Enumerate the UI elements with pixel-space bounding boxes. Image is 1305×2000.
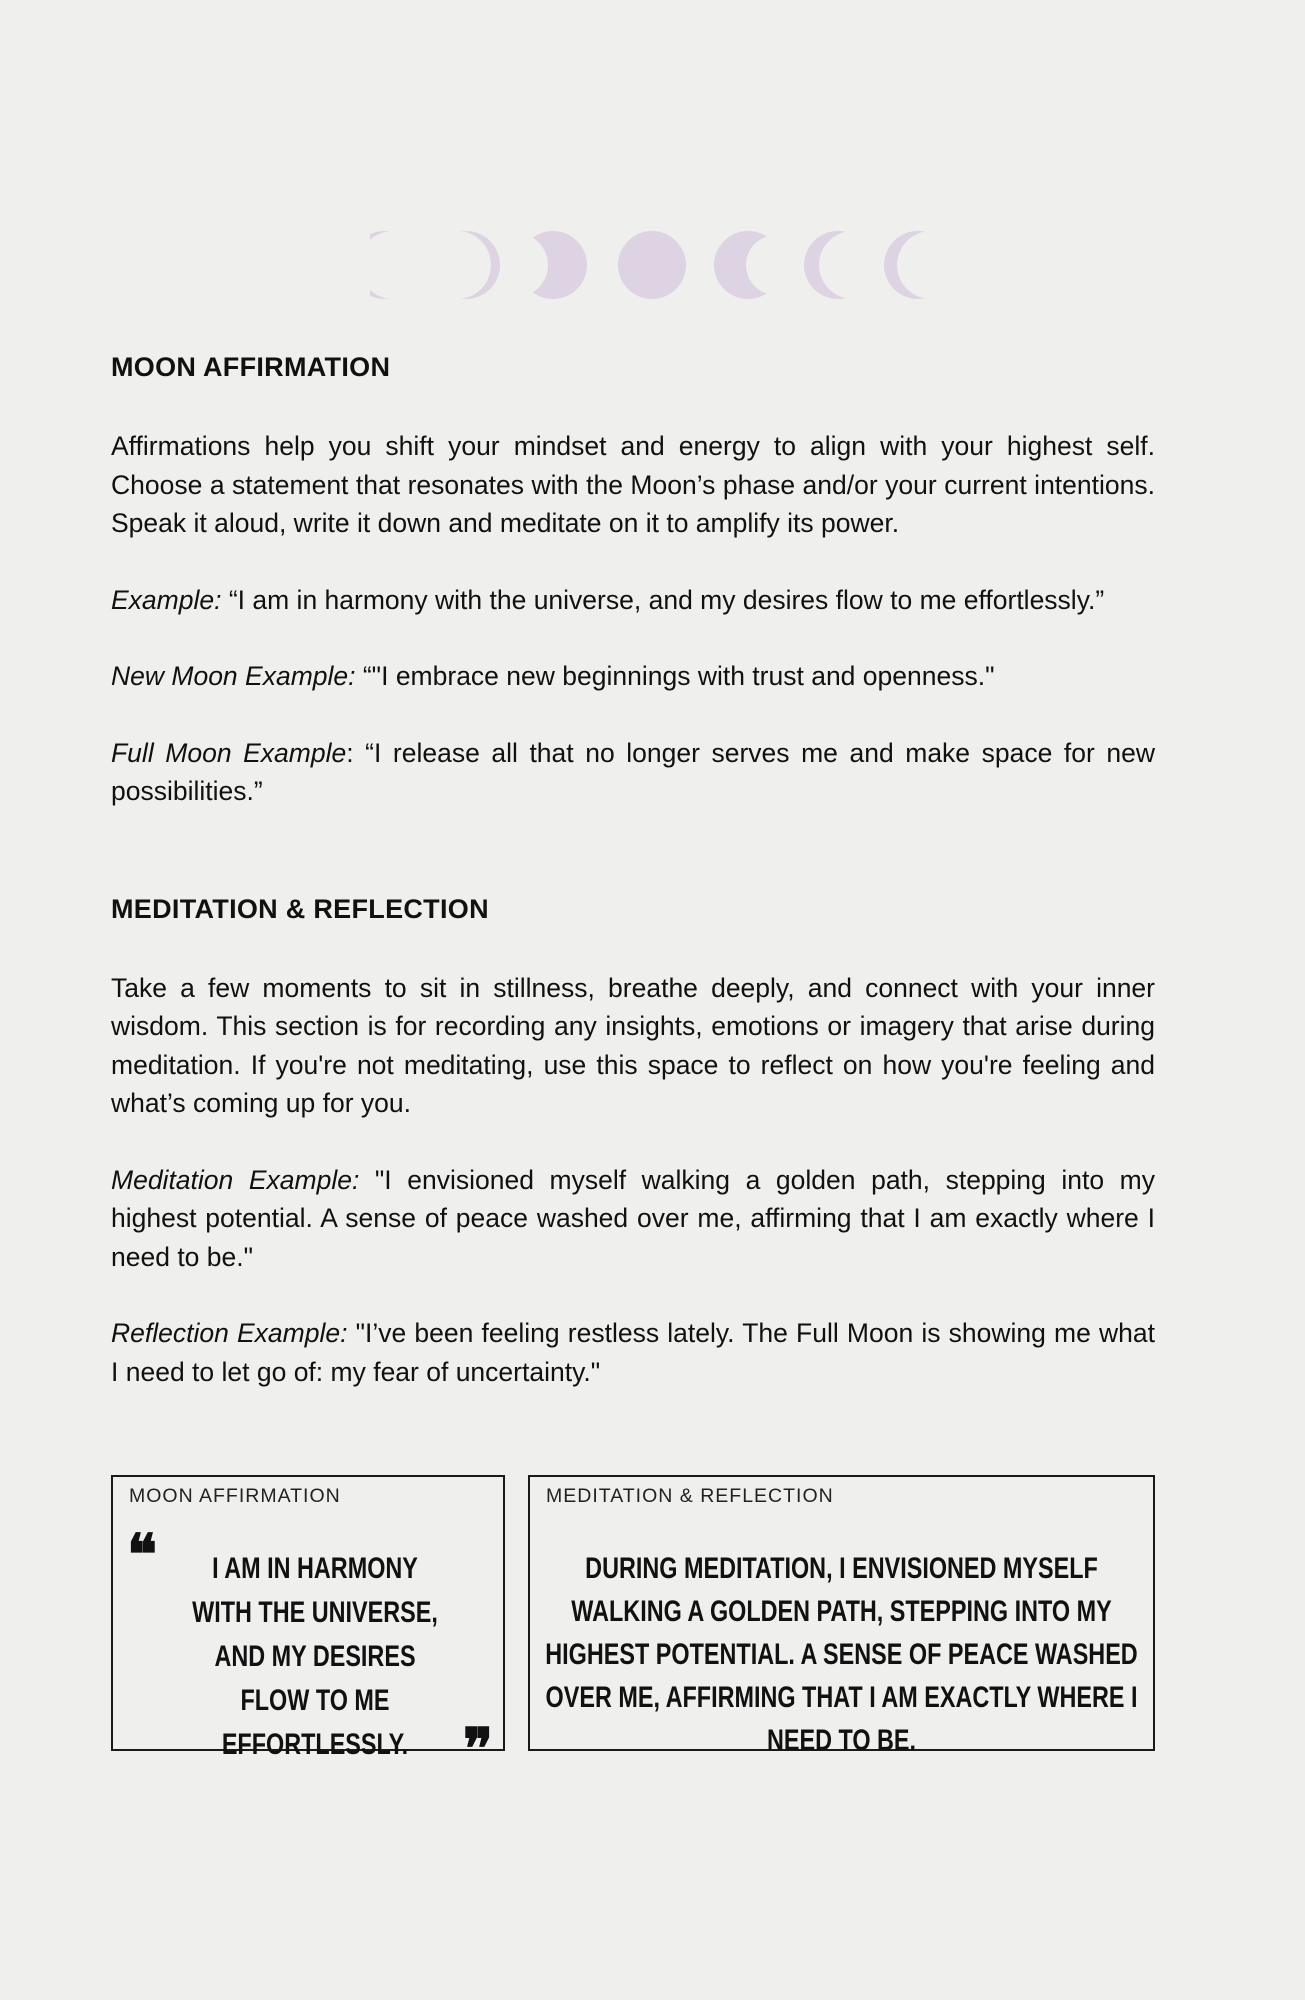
waxing-crescent-icon [351,231,419,299]
waning-crescent-icon [884,231,952,299]
new-moon-label: New Moon Example: [111,661,356,691]
affirmation-example [111,581,1155,620]
reflection-example [111,1314,1155,1391]
meditation-box [528,1475,1155,1757]
example-label: Example: [111,584,222,615]
new-moon-text: “"I embrace new beginnings with trust and openness." [355,661,995,691]
affirmation-box-text: I AM IN HARMONY WITH THE UNIVERSE, AND MY DESIRES FLOW TO ME EFFORTLESSLY. [192,1552,438,1761]
full-moon-icon [618,231,686,299]
new-moon-example [111,657,1155,696]
waning-gibbous-icon [714,231,782,299]
example-text: “I am in harmony with the universe, and my desires flow to me effortlessly.” [221,584,1105,615]
affirmation-box-title: MOON AFFIRMATION [129,1485,341,1507]
first-quarter-icon [432,231,500,299]
meditation-text: "I envisioned myself walking a golden path, stepping into my highest potential. A sense of peace washed over me, affirming that I am exactly where I need to be." [111,1164,1155,1272]
meditation-reflection-intro: Take a few moments to sit in stillness, breathe deeply, and connect with your inner wisdom. This section is for recording any insights, emotions or imagery that arise during meditation. If you're not meditating, use this space to reflect on how you're feeling and what’s coming up for you. [111,972,1155,1118]
moon-affirmation-heading: MOON AFFIRMATION [111,352,391,382]
full-moon-text: : “I release all that no longer serves me and make space for new possibilities.” [111,737,1155,806]
meditation-reflection-heading: MEDITATION & REFLECTION [111,893,489,924]
meditation-example [111,1161,1155,1277]
reflection-text: "I’ve been feeling restless lately. The Full Moon is showing me what I need to let go of: my fear of uncertainty." [111,1318,1155,1387]
last-quarter-icon [804,231,872,299]
moon-affirmation-intro: Affirmations help you shift your mindset and energy to align with your highest self. Choose a statement that resonates with the Moon’s phase and/or your current intentions. Speak it aloud, write it down and meditate on it to amplify its power. [111,431,1155,538]
main-content [111,345,1155,1391]
reflection-label: Reflection Example: [111,1318,348,1348]
full-moon-example [111,734,1155,811]
meditation-box-title: MEDITATION & REFLECTION [546,1485,834,1507]
waxing-gibbous-icon [519,231,587,299]
close-quote-icon: ❞ [462,1716,493,1782]
affirmation-box [111,1475,505,1782]
moon-phases-decoration [0,225,1305,305]
open-quote-icon: ❝ [127,1522,158,1588]
meditation-box-text: DURING MEDITATION, I ENVISIONED MYSELF WALKING A GOLDEN PATH, STEPPING INTO MY HIGHEST POTENTIAL. A SENSE OF PEACE WASHED OVER ME, AFFIRMING THAT I AM EXACTLY WHERE I NEED TO BE. [545,1552,1138,1757]
meditation-label: Meditation Example: [111,1164,360,1195]
full-moon-label: Full Moon Example [111,737,347,768]
moon-phases-graphic [0,225,1305,305]
